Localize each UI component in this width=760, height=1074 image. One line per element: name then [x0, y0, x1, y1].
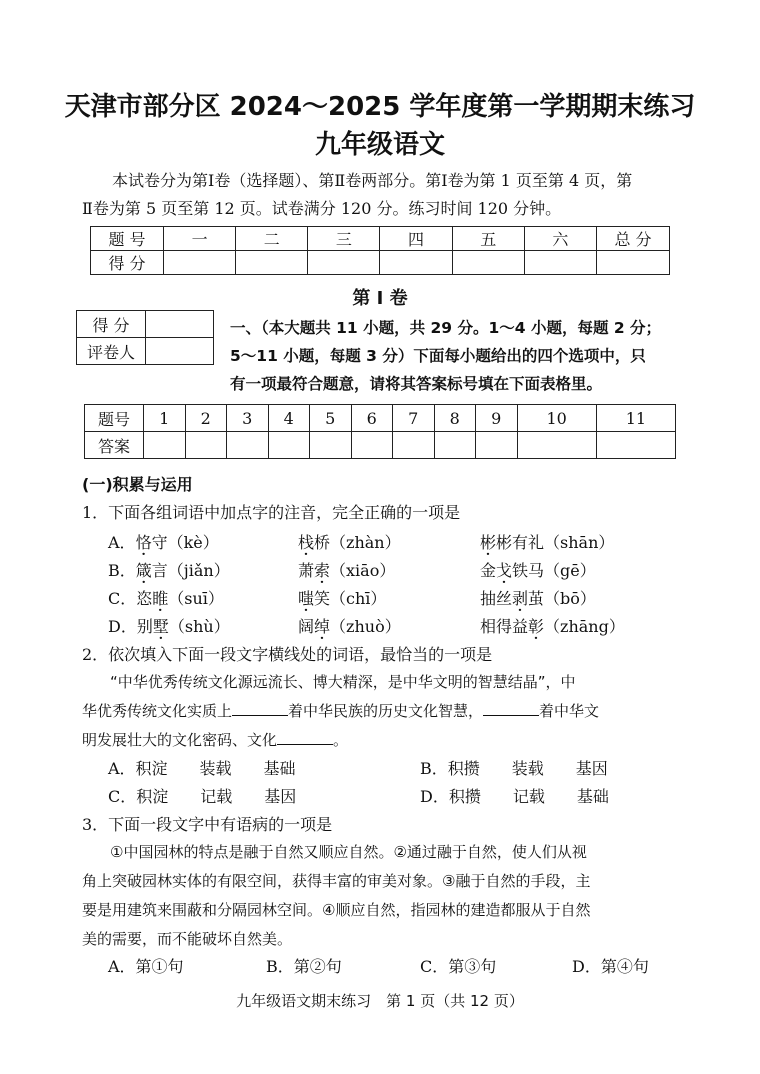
- q1-option-d-word2: 阔绰（zhuò）: [298, 617, 401, 636]
- answer-cell[interactable]: [268, 432, 310, 459]
- answer-cell[interactable]: [185, 432, 227, 459]
- score-cell[interactable]: [164, 251, 236, 275]
- q1-option-c: C．恣睢（suī）: [108, 589, 224, 608]
- q1-option-b: B．箴言（jiǎn）: [108, 561, 230, 580]
- score-row-label: 得 分: [91, 251, 164, 275]
- q3-option-a[interactable]: A．第①句: [108, 957, 184, 976]
- answer-cell[interactable]: [476, 432, 518, 459]
- answer-number: 2: [185, 405, 227, 432]
- answer-number: 5: [310, 405, 352, 432]
- score-table: [90, 226, 670, 275]
- grader-table: [76, 310, 214, 365]
- q1-option-a-word2: 栈桥（zhàn）: [298, 533, 401, 552]
- q2-option-d[interactable]: D．积攒 记载 基础: [420, 787, 609, 806]
- intro-line-1: 本试卷分为第Ⅰ卷（选择题）、第Ⅱ卷两部分。第Ⅰ卷为第 1 页至第 4 页，第: [112, 171, 633, 190]
- q1-option-d: D．别墅（shù）: [108, 617, 230, 636]
- answer-number: 10: [517, 405, 596, 432]
- q1-option-b-word3: 金戈铁马（gē）: [480, 561, 596, 580]
- q2-stem: 2．依次填入下面一段文字横线处的词语，最恰当的一项是: [82, 645, 493, 664]
- score-cell[interactable]: [452, 251, 524, 275]
- q1-option-d-word3: 相得益彰（zhāng）: [480, 617, 625, 636]
- q2-passage-line-1: “中华优秀传统文化源远流长、博大精深，是中华文明的智慧结晶”，中: [110, 673, 576, 691]
- q3-passage-line-1: ①中国园林的特点是融于自然又顺应自然。②通过融于自然，使人们从视: [110, 843, 587, 861]
- grader-name-cell[interactable]: [146, 338, 214, 365]
- answer-q-label: 题号: [85, 405, 144, 432]
- answer-number: 11: [596, 405, 675, 432]
- score-header-cell: 四: [380, 227, 452, 251]
- exam-subject: 九年级语文: [314, 130, 445, 160]
- score-header-cell: 三: [308, 227, 380, 251]
- q1-option-a-word3: 彬彬有礼（shān）: [480, 533, 615, 552]
- part1-heading: (一)积累与运用: [82, 475, 193, 494]
- answer-cell[interactable]: [393, 432, 435, 459]
- q2-option-b[interactable]: B．积攒 装载 基因: [420, 759, 608, 778]
- answer-number: 8: [434, 405, 476, 432]
- score-header-cell: 总 分: [597, 227, 670, 251]
- answer-a-label: 答案: [85, 432, 144, 459]
- score-cell[interactable]: [236, 251, 308, 275]
- score-header-cell: 一: [164, 227, 236, 251]
- q2-option-c[interactable]: C．积淀 记载 基因: [108, 787, 297, 806]
- q1-option-a: A．恪守（kè）: [108, 533, 219, 552]
- answer-cell[interactable]: [144, 432, 186, 459]
- q3-option-d[interactable]: D．第④句: [572, 957, 649, 976]
- q1-option-c-word3: 抽丝剥茧（bō）: [480, 589, 596, 608]
- q1-option-b-word2: 萧索（xiāo）: [298, 561, 396, 580]
- score-header-cell: 二: [236, 227, 308, 251]
- q3-option-c[interactable]: C．第③句: [420, 957, 497, 976]
- score-header-cell: 五: [452, 227, 524, 251]
- q3-passage-line-2: 角上突破园林实体的有限空间，获得丰富的审美对象。③融于自然的手段，主: [82, 872, 591, 890]
- blank-1[interactable]: [232, 701, 288, 716]
- q3-stem: 3．下面一段文字中有语病的一项是: [82, 815, 333, 834]
- answer-number: 4: [268, 405, 310, 432]
- answer-number: 6: [351, 405, 393, 432]
- grader-score-label: 得 分: [77, 311, 146, 338]
- answer-cell[interactable]: [310, 432, 352, 459]
- answer-cell[interactable]: [596, 432, 675, 459]
- blank-3[interactable]: [277, 730, 333, 745]
- score-header-cell: 六: [524, 227, 596, 251]
- answer-number: 1: [144, 405, 186, 432]
- score-cell[interactable]: [308, 251, 380, 275]
- answer-cell[interactable]: [351, 432, 393, 459]
- score-cell[interactable]: [597, 251, 670, 275]
- q1-stem: 1．下面各组词语中加点字的注音，完全正确的一项是: [82, 503, 461, 522]
- score-cell[interactable]: [524, 251, 596, 275]
- q2-passage-line-3: 明发展壮大的文化密码、文化 。: [82, 731, 349, 749]
- score-header-cell: 题 号: [91, 227, 164, 251]
- q2-passage-line-2: 华优秀传统文化实质上 着中华民族的历史文化智慧， 着中华文: [82, 702, 600, 720]
- score-cell[interactable]: [380, 251, 452, 275]
- section1-line-3: 有一项最符合题意，请将其答案标号填在下面表格里。: [230, 375, 603, 393]
- answer-number: 3: [227, 405, 269, 432]
- q3-passage-line-4: 美的需要，而不能破坏自然美。: [82, 930, 293, 948]
- section1-line-2: 5～11 小题，每题 3 分）下面每小题给出的四个选项中，只: [230, 347, 646, 365]
- q3-option-b[interactable]: B．第②句: [266, 957, 342, 976]
- section1-line-1: 一、（本大题共 11 小题，共 29 分。1～4 小题，每题 2 分；: [230, 319, 662, 337]
- answer-number: 9: [476, 405, 518, 432]
- q2-option-a[interactable]: A．积淀 装载 基础: [108, 759, 296, 778]
- answer-table: [84, 404, 676, 459]
- intro-line-2: Ⅱ卷为第 5 页至第 12 页。试卷满分 120 分。练习时间 120 分钟。: [82, 199, 562, 218]
- volume-title: 第 Ⅰ 卷: [352, 288, 408, 309]
- page-footer: 九年级语文期末练习 第 1 页（共 12 页）: [236, 992, 524, 1010]
- exam-title: 天津市部分区 2024～2025 学年度第一学期期末练习: [64, 92, 696, 122]
- q1-option-c-word2: 嗤笑（chī）: [298, 589, 387, 608]
- answer-cell[interactable]: [517, 432, 596, 459]
- answer-cell[interactable]: [434, 432, 476, 459]
- answer-cell[interactable]: [227, 432, 269, 459]
- blank-2[interactable]: [483, 701, 539, 716]
- grader-score-cell[interactable]: [146, 311, 214, 338]
- q3-passage-line-3: 要是用建筑来围蔽和分隔园林空间。④顺应自然，指园林的建造都服从于自然: [82, 901, 591, 919]
- answer-number: 7: [393, 405, 435, 432]
- grader-name-label: 评卷人: [77, 338, 146, 365]
